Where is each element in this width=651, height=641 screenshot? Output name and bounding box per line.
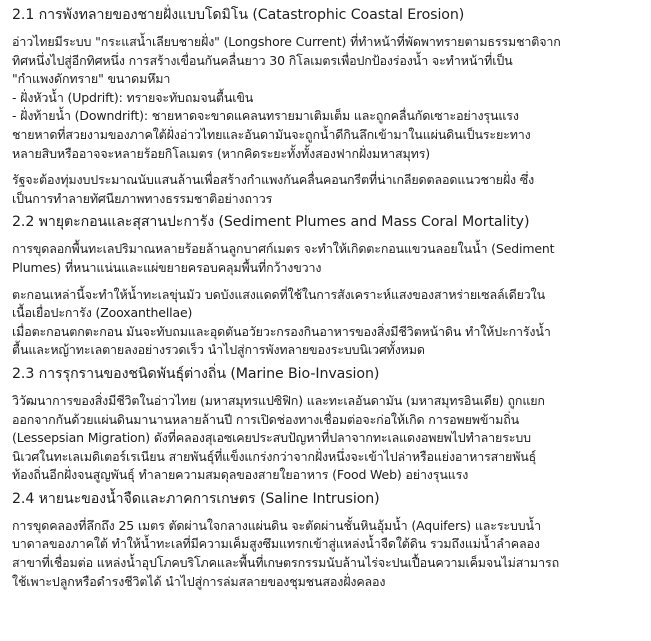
paragraph xyxy=(12,392,641,485)
text-line: เป็นการทำลายทัศนียภาพทางธรรมชาติอย่างถาวร xyxy=(12,190,273,206)
paragraph xyxy=(12,517,641,591)
text-line: ท้องถิ่นอีกฝั่งจนสูญพันธุ์ ทำลายความสมดุลของสายใยอาหาร (Food Web) อย่างรุนแรง xyxy=(12,467,469,483)
text-line: วิวัฒนาการของสิ่งมีชีวิตในอ่าวไทย (มหาสมุทรแปซิฟิก) และทะเลอันดามัน (มหาสมุทรอินเดีย) ถูกแยก xyxy=(12,392,545,408)
text-line: ตะกอนเหล่านี้จะทำให้น้ำทะเลขุ่นมัว บดบังแสงแดดที่ใช้ในการสังเคราะห์แสงของสาหร่ายเซลล์เดียวใน xyxy=(12,286,546,302)
text-line: - ฝั่งหัวน้ำ (Updrift): ทรายจะทับถมจนตื้นเขิน xyxy=(12,89,254,105)
text-line: อ่าวไทยมีระบบ "กระแสน้ำเลียบชายฝั่ง" (Longshore Current) ที่ทำหน้าที่พัดพาทรายตามธรรมชาติจาก xyxy=(12,34,561,49)
text-line: ทิศหนึ่งไปสู่อีกทิศหนึ่ง การสร้างเขื่อนกันคลื่นยาว 30 กิโลเมตรเพื่อปกป้องร่องน้ำ จะทำหน้าที่เป็น xyxy=(12,52,513,68)
section-heading: 2.1 การพังทลายของชายฝั่งแบบโดมิโน (Catastrophic Coastal Erosion) xyxy=(12,7,465,23)
paragraph xyxy=(12,286,641,360)
section-heading: 2.2 พายุตะกอนและสุสานปะการัง (Sediment Plumes and Mass Coral Mortality) xyxy=(12,214,530,231)
text-line: ตื้นและหญ้าทะเลตายลงอย่างรวดเร็ว นำไปสู่การพังทลายของระบบนิเวศทั้งหมด xyxy=(12,342,425,358)
text-line: "กำแพงดักทราย" ขนาดมหึมา xyxy=(12,71,171,87)
section-coastal-erosion xyxy=(12,4,641,208)
text-line: - ฝั่งท้ายน้ำ (Downdrift): ชายหาดจะขาดแคลนทรายมาเติมเต็ม และถูกคลื่นกัดเซาะอย่างรุนแรง xyxy=(12,108,519,124)
section-heading: 2.3 การรุกรานของชนิดพันธุ์ต่างถิ่น (Marine Bio-Invasion) xyxy=(12,365,380,382)
text-line: ออกจากกันด้วยแผ่นดินมานานหลายล้านปี การเปิดช่องทางเชื่อมต่อจะก่อให้เกิด การอพยพข้ามถิ่น xyxy=(12,411,520,427)
section-bio-invasion xyxy=(12,363,641,485)
text-line: (Lessepsian Migration) ดังที่คลองสุเอซเคยประสบปัญหาที่ปลาจากทะเลแดงอพยพไปทำลายระบบ xyxy=(12,430,531,446)
section-heading: 2.4 หายนะของน้ำจืดและภาคการเกษตร (Saline Intrusion) xyxy=(12,490,380,507)
paragraph xyxy=(12,240,641,277)
text-line: เนื้อเยื่อปะการัง (Zooxanthellae) xyxy=(12,305,193,321)
text-line: รัฐจะต้องทุ่มงบประมาณนับแสนล้านเพื่อสร้างกำแพงกันคลื่นคอนกรีตที่น่าเกลียดตลอดแนวชายฝั่ง ซึ่ง xyxy=(12,172,535,188)
text-line: สาขาที่เชื่อมต่อ แหล่งน้ำอุปโภคบริโภคและพื้นที่เกษตรกรรมนับล้านไร่จะปนเปื้อนความเค็มจนไม่สามารถ xyxy=(12,555,559,571)
text-line: นิเวศในทะเลเมดิเตอร์เรเนียน สายพันธุ์ที่แข็งแกร่งกว่าจากฝั่งหนึ่งจะเข้าไปล่าหรือแย่งอาหารสายพันธุ์ xyxy=(12,448,537,464)
text-line: การขุดคลองที่ลึกถึง 25 เมตร ตัดผ่านใจกลางแผ่นดิน จะตัดผ่านชั้นหินอุ้มน้ำ (Aquifers) และระบบน้ำ xyxy=(12,517,541,533)
text-line: การขุดลอกพื้นทะเลปริมาณหลายร้อยล้านลูกบาศก์เมตร จะทำให้เกิดตะกอนแขวนลอยในน้ำ (Sediment xyxy=(12,241,555,257)
paragraph xyxy=(12,171,641,208)
section-sediment-plumes xyxy=(12,211,641,360)
paragraph xyxy=(12,33,641,163)
text-line: ชายหาดที่สวยงามของภาคใต้ฝั่งอ่าวไทยและอันดามันจะถูกน้ำดีกินลึกเข้ามาในแผ่นดินเป็นระยะทาง xyxy=(12,126,531,142)
text-line: Plumes) ที่หนาแน่นและแผ่ขยายครอบคลุมพื้นที่กว้างขวาง xyxy=(12,259,322,275)
text-line: บาดาลของภาคใต้ ทำให้น้ำทะเลที่มีความเค็มสูงซึมแทรกเข้าสู่แหล่งน้ำจืดใต้ดิน รวมถึงแม่น้ำลำคลอง xyxy=(12,536,540,552)
text-line: เมื่อตะกอนตกตะกอน มันจะทับถมและอุดตันอวัยวะกรองกินอาหารของสิ่งมีชีวิตหน้าดิน ทำให้ปะการังน้ำ xyxy=(12,323,551,339)
section-saline-intrusion xyxy=(12,488,641,591)
text-line: หลายสิบหรืออาจจะหลายร้อยกิโลเมตร (หากคิดระยะทั้งทั้งสองฟากฝั่งมหาสมุทร) xyxy=(12,145,430,161)
text-line: ใช้เพาะปลูกหรือดำรงชีวิตได้ นำไปสู่การล่มสลายของชุมชนสองฝั่งคลอง xyxy=(12,573,386,589)
